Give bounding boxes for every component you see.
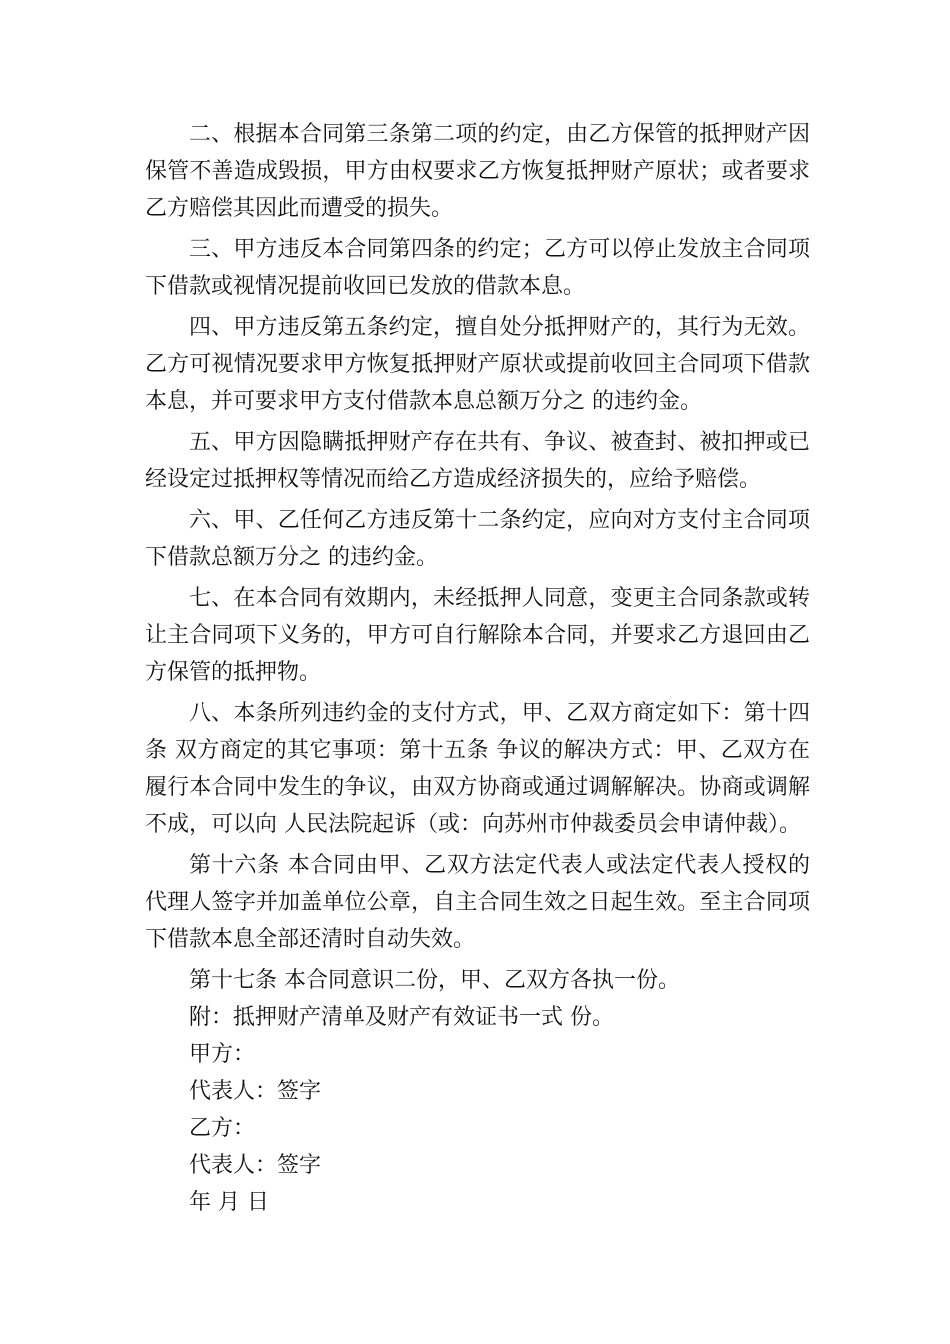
clause-paragraph-3: 三、甲方违反本合同第四条的约定；乙方可以停止发放主合同项下借款或视情况提前收回已发放的借款本息。 (145, 237, 810, 299)
party-b-representative: 代表人：签字 (189, 1153, 322, 1178)
party-b-label: 乙方： (189, 1116, 256, 1141)
contract-body (145, 116, 810, 1221)
clause-paragraph-4: 四、甲方违反第五条约定，擅自处分抵押财产的，其行为无效。乙方可视情况要求甲方恢复抵押财产原状或提前收回主合同项下借款本息，并可要求甲方支付借款本息总额万分之 的违约金。 (145, 315, 810, 414)
clause-paragraph-8: 八、本条所列违约金的支付方式，甲、乙双方商定如下：第十四条 双方商定的其它事项：第十五条 争议的解决方式：甲、乙双方在履行本合同中发生的争议，由双方协商或通过调解解决。协商或调解不成，可以向 人民法院起诉（或：向苏州市仲裁委员会申请仲裁）。 (145, 701, 810, 837)
clause-paragraph-6: 六、甲、乙任何乙方违反第十二条约定，应向对方支付主合同项下借款总额万分之 的违约金。 (145, 508, 810, 570)
signing-date: 年 月 日 (189, 1190, 269, 1215)
clause-17: 第十七条 本合同意识二份，甲、乙双方各执一份。 (189, 968, 680, 993)
clause-paragraph-7: 七、在本合同有效期内，未经抵押人同意，变更主合同条款或转让主合同项下义务的，甲方可自行解除本合同，并要求乙方退回由乙方保管的抵押物。 (145, 586, 810, 685)
clause-16: 第十六条 本合同由甲、乙双方法定代表人或法定代表人授权的代理人签字并加盖单位公章，自主合同生效之日起生效。至主合同项下借款本息全部还清时自动失效。 (145, 853, 810, 952)
party-a-representative: 代表人：签字 (189, 1079, 322, 1104)
attachment-note: 附：抵押财产清单及财产有效证书一式 份。 (189, 1005, 614, 1030)
clause-paragraph-5: 五、甲方因隐瞒抵押财产存在共有、争议、被查封、被扣押或已经设定过抵押权等情况而给乙方造成经济损失的，应给予赔偿。 (145, 430, 810, 492)
party-a-label: 甲方： (189, 1042, 256, 1067)
clause-paragraph-2: 二、根据本合同第三条第二项的约定，由乙方保管的抵押财产因保管不善造成毁损，甲方由权要求乙方恢复抵押财产原状；或者要求乙方赔偿其因此而遭受的损失。 (145, 122, 810, 221)
